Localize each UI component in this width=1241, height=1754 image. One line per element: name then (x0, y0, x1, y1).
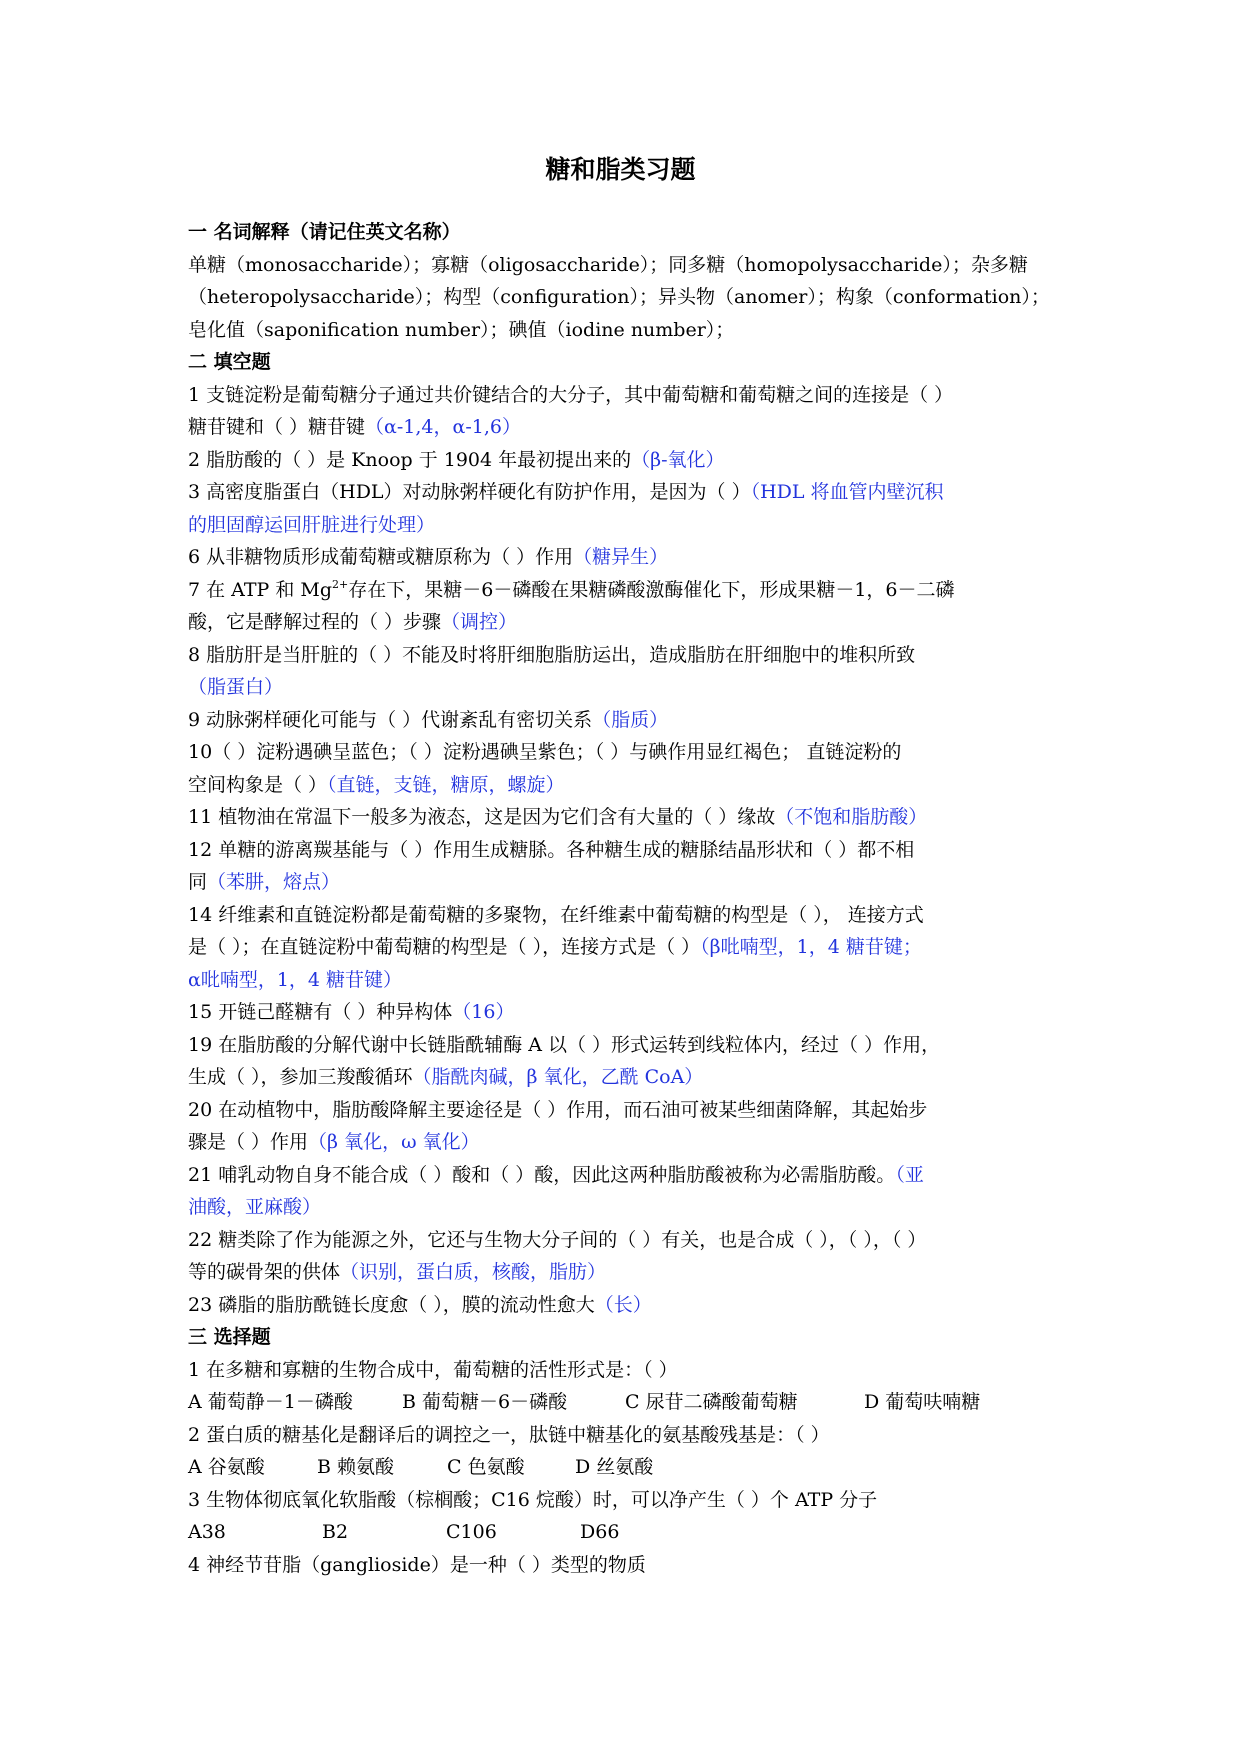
answer-text: （脂酰肉碱，β 氧化，乙酰 CoA） (412, 1066, 704, 1088)
question-text (188, 606, 1088, 639)
choice-option: A38 (188, 1521, 226, 1543)
definitions-line: 单糖（monosaccharide）；寡糖（oligosaccharide）；同多糖（homopolysaccharide）；杂多糖 (188, 253, 1028, 276)
choice-options (188, 1451, 1088, 1484)
question-text (188, 866, 1088, 899)
document-body (188, 216, 1088, 1581)
question-text (188, 509, 1088, 542)
choice-option: C106 (446, 1521, 497, 1543)
question-text: 酸，它是酵解过程的（ ）步骤 (188, 611, 442, 633)
question-text: 6 从非糖物质形成葡萄糖或糖原称为（ ）作用 (188, 546, 574, 568)
answer-text: （16） (452, 1001, 515, 1023)
question-text (188, 541, 1088, 574)
answer-text: （不饱和脂肪酸） (775, 806, 928, 828)
section-heading-fill-in: 二 填空题 (188, 351, 271, 373)
definitions-line: 皂化值（saponification number）；碘值（iodine number）； (188, 318, 735, 341)
answer-text: （长） (594, 1293, 652, 1316)
answer-text: （直链，支链，糖原，螺旋） (327, 773, 565, 796)
question-text (188, 671, 1088, 704)
answer-text: 油酸，亚麻酸） (188, 1196, 322, 1218)
question-text (188, 704, 1088, 737)
answer-text: α吡喃型，1，4 糖苷键） (188, 968, 403, 991)
question-text: 糖苷键和（ ）糖苷键 (188, 416, 366, 438)
question-text: 生成（ ），参加三羧酸循环 (188, 1066, 413, 1088)
question-text: 14 纤维素和直链淀粉都是葡萄糖的多聚物，在纤维素中葡萄糖的构型是（ ）， 连接方式 (188, 903, 924, 926)
question-text: 22 糖类除了作为能源之外，它还与生物大分子间的（ ）有关，也是合成（ ），（ ），（ ） (188, 1228, 927, 1251)
section-heading-multiple-choice: 三 选择题 (188, 1326, 271, 1348)
question-text: 同 (188, 871, 208, 893)
choice-option: D66 (580, 1521, 620, 1543)
choice-options (188, 1516, 1088, 1549)
question-text (188, 931, 1088, 964)
section-heading-definitions: 一 名词解释（请记住英文名称） (188, 221, 461, 243)
choice-option: A 谷氨酸 (188, 1456, 265, 1478)
choice-options (188, 1386, 1088, 1419)
answer-text: （α-1,4，α-1,6） (365, 416, 521, 438)
question-text (188, 411, 1088, 444)
question-text: 3 生物体彻底氧化软脂酸（棕榈酸；C16 烷酸）时，可以净产生（ ）个 ATP 分子 (188, 1488, 878, 1511)
question-text: 存在下，果糖－6－磷酸在果糖磷酸激酶催化下，形成果糖－1，6－二磷 (348, 578, 955, 601)
question-text: 11 植物油在常温下一般多为液态，这是因为它们含有大量的（ ）缘故 (188, 806, 776, 828)
answer-text: （识别，蛋白质，核酸，脂肪） (340, 1261, 607, 1283)
question-text: 骤是（ ）作用 (188, 1131, 309, 1153)
answer-text: （β吡喃型，1，4 糖苷键； (700, 936, 922, 958)
question-text: 7 在 ATP 和 Mg (188, 578, 333, 601)
question-text: 23 磷脂的脂肪酰链长度愈（ ），膜的流动性愈大 (188, 1293, 595, 1316)
answer-text: 的胆固醇运回肝脏进行处理） (188, 513, 436, 536)
choice-option: C 尿苷二磷酸葡萄糖 (625, 1391, 798, 1413)
answer-text: （脂质） (592, 708, 669, 731)
question-text: 是（ ）；在直链淀粉中葡萄糖的构型是（ ），连接方式是（ ） (188, 936, 701, 958)
question-text: 12 单糖的游离羰基能与（ ）作用生成糖脎。各种糖生成的糖脎结晶形状和（ ）都不相 (188, 838, 915, 861)
question-text: 等的碳骨架的供体 (188, 1261, 341, 1283)
definitions-line: （heteropolysaccharide）；构型（configuration）；异头物（anomer）；构象（conformation）； (188, 286, 1050, 308)
question-text: 20 在动植物中，脂肪酸降解主要途径是（ ）作用，而石油可被某些细菌降解，其起始步 (188, 1098, 928, 1121)
question-text (188, 1061, 1088, 1094)
choice-option: B 葡萄糖－6－磷酸 (402, 1391, 568, 1413)
question-text: 9 动脉粥样硬化可能与（ ）代谢紊乱有密切关系 (188, 708, 593, 731)
question-text (188, 1191, 1088, 1224)
choice-option: A 葡萄静－1－磷酸 (188, 1391, 353, 1413)
answer-text: （β 氧化，ω 氧化） (308, 1131, 480, 1153)
question-text (188, 769, 1088, 802)
answer-text: （糖异生） (573, 546, 669, 568)
question-text: 3 高密度脂蛋白（HDL）对动脉粥样硬化有防护作用，是因为（ ） (188, 481, 751, 503)
question-text (188, 444, 1088, 477)
question-text (188, 964, 1088, 997)
superscript: 2+ (332, 577, 349, 591)
question-text: 8 脂肪肝是当肝脏的（ ）不能及时将肝细胞脂肪运出，造成脂肪在肝细胞中的堆积所致 (188, 643, 916, 666)
question-text (188, 801, 1088, 834)
question-text: 2 蛋白质的糖基化是翻译后的调控之一，肽链中糖基化的氨基酸残基是：（ ） (188, 1423, 830, 1446)
choice-option: B 赖氨酸 (317, 1456, 395, 1478)
question-text: 19 在脂肪酸的分解代谢中长链脂酰辅酶 A 以（ ）形式运转到线粒体内，经过（ ）作用， (188, 1033, 941, 1056)
answer-text: （调控） (441, 611, 518, 633)
question-text: 1 支链淀粉是葡萄糖分子通过共价键结合的大分子，其中葡萄糖和葡萄糖之间的连接是（ ） (188, 383, 954, 406)
question-text: 21 哺乳动物自身不能合成（ ）酸和（ ）酸，因此这两种脂肪酸被称为必需脂肪酸。 (188, 1163, 896, 1186)
answer-text: （脂蛋白） (188, 676, 284, 698)
choice-option: D 葡萄呋喃糖 (864, 1391, 981, 1413)
question-text (188, 1126, 1088, 1159)
page-title: 糖和脂类习题 (545, 155, 696, 184)
question-text (188, 1159, 1088, 1192)
answer-text: （苯肼，熔点） (207, 871, 341, 893)
question-text: 2 脂肪酸的（ ）是 Knoop 于 1904 年最初提出来的 (188, 448, 632, 471)
choice-option: C 色氨酸 (447, 1456, 525, 1478)
question-text: 10（ ）淀粉遇碘呈蓝色；（ ）淀粉遇碘呈紫色；（ ）与碘作用显红褐色； 直链淀粉的 (188, 741, 902, 763)
question-text (188, 574, 1088, 607)
choice-option: B2 (322, 1521, 349, 1543)
question-text (188, 1289, 1088, 1322)
answer-text: （β-氧化） (631, 448, 725, 471)
question-text: 15 开链己醛糖有（ ）种异构体 (188, 1001, 453, 1023)
question-text: 1 在多糖和寡糖的生物合成中，葡萄糖的活性形式是：（ ） (188, 1358, 678, 1381)
choice-option: D 丝氨酸 (575, 1456, 654, 1478)
question-text (188, 476, 1088, 509)
question-text (188, 1256, 1088, 1289)
answer-text: （亚 (895, 1163, 924, 1186)
question-text (188, 996, 1088, 1029)
question-text: 空间构象是（ ） (188, 773, 328, 796)
answer-text: （HDL 将血管内壁沉积 (750, 481, 944, 503)
question-text: 4 神经节苷脂（ganglioside）是一种（ ）类型的物质 (188, 1553, 646, 1576)
